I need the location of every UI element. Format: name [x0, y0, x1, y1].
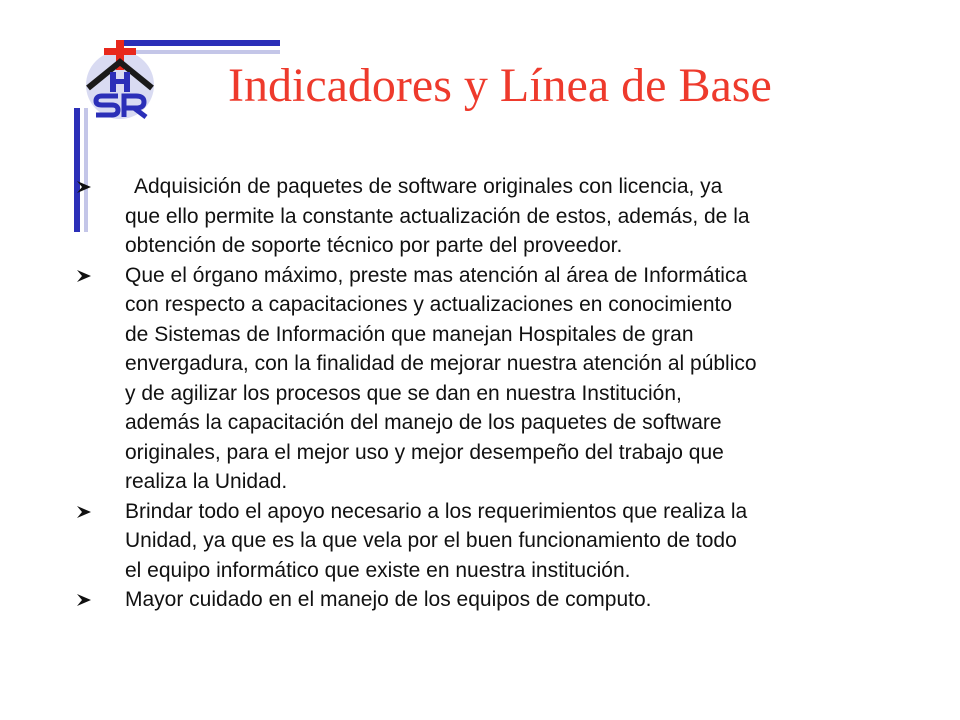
bullet-line: realiza la Unidad.	[125, 470, 288, 493]
bullet-list	[76, 172, 936, 615]
bullet-line: de Sistemas de Información que manejan Hospitales de gran	[125, 322, 694, 346]
hospital-cross-house-logo-icon	[80, 40, 160, 120]
hospital-logo	[80, 40, 160, 120]
bullet-line: obtención de soporte técnico por parte del proveedor.	[125, 234, 623, 257]
bullet-line: Adquisición de paquetes de software originales con licencia, ya	[134, 175, 723, 198]
bullet-item	[76, 261, 936, 497]
bullet-line: con respecto a capacitaciones y actualizaciones en conocimiento	[125, 293, 733, 316]
bullet-item	[76, 585, 936, 615]
bullet-line: Brindar todo el apoyo necesario a los requerimientos que realiza la	[125, 499, 748, 523]
bullet-line: y de agilizar los procesos que se dan en nuestra Institución,	[125, 381, 682, 405]
bullet-item	[76, 172, 936, 261]
arrowhead-bullet-icon	[76, 180, 92, 194]
bullet-line: el equipo informático que existe en nuestra institución.	[125, 558, 631, 582]
arrowhead-bullet-icon	[76, 505, 92, 519]
bullet-line: Que el órgano máximo, preste mas atención al área de Informática	[125, 263, 748, 287]
slide-title: Indicadores y Línea de Base	[228, 59, 772, 112]
bullet-line: Mayor cuidado en el manejo de los equipos de computo.	[125, 588, 652, 611]
arrowhead-bullet-icon	[76, 593, 92, 607]
bullet-item	[76, 497, 936, 586]
bullet-line: originales, para el mejor uso y mejor desempeño del trabajo que	[125, 440, 724, 464]
bullet-line: además la capacitación del manejo de los paquetes de software	[125, 411, 722, 434]
bullet-line: Unidad, ya que es la que vela por el buen funcionamiento de todo	[125, 529, 737, 552]
arrowhead-bullet-icon	[76, 269, 92, 283]
bullet-line: que ello permite la constante actualización de estos, además, de la	[125, 204, 750, 228]
bullet-line: envergadura, con la finalidad de mejorar nuestra atención al público	[125, 352, 757, 375]
